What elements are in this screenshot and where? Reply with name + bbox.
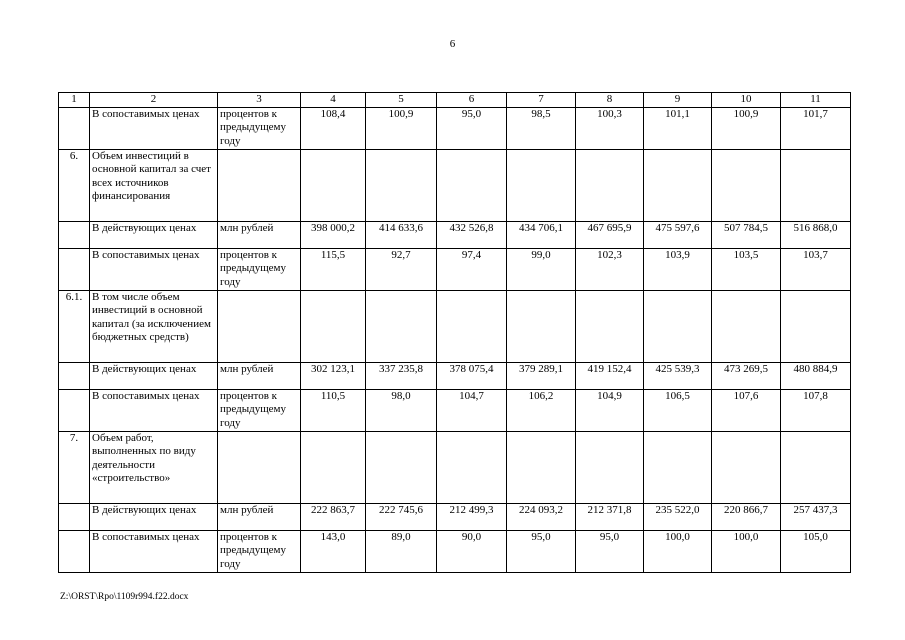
- column-header: 11: [781, 93, 851, 108]
- row-unit: процентов к предыдущему году: [218, 389, 301, 431]
- value-cell: 106,5: [644, 389, 712, 431]
- value-cell: 224 093,2: [507, 503, 576, 530]
- value-cell: 414 633,6: [366, 221, 437, 248]
- value-cell: 92,7: [366, 248, 437, 290]
- table-row: [59, 389, 851, 431]
- row-unit: млн рублей: [218, 362, 301, 389]
- value-cell: 101,1: [644, 107, 712, 149]
- value-cell: [437, 290, 507, 362]
- value-cell: 302 123,1: [301, 362, 366, 389]
- row-number: [59, 503, 90, 530]
- row-name: В сопоставимых ценах: [90, 248, 218, 290]
- value-cell: 95,0: [576, 530, 644, 572]
- value-cell: 98,5: [507, 107, 576, 149]
- value-cell: [366, 149, 437, 221]
- table-row: [59, 248, 851, 290]
- value-cell: 143,0: [301, 530, 366, 572]
- value-cell: 98,0: [366, 389, 437, 431]
- column-header: 3: [218, 93, 301, 108]
- value-cell: 379 289,1: [507, 362, 576, 389]
- value-cell: 235 522,0: [644, 503, 712, 530]
- row-unit: процентов к предыдущему году: [218, 248, 301, 290]
- value-cell: 100,3: [576, 107, 644, 149]
- row-number: 6.1.: [59, 290, 90, 362]
- row-name: В сопоставимых ценах: [90, 107, 218, 149]
- value-cell: 100,0: [712, 530, 781, 572]
- value-cell: [366, 431, 437, 503]
- table-row: [59, 503, 851, 530]
- row-number: [59, 221, 90, 248]
- value-cell: 104,7: [437, 389, 507, 431]
- value-cell: 475 597,6: [644, 221, 712, 248]
- value-cell: [437, 149, 507, 221]
- value-cell: [576, 149, 644, 221]
- row-unit: [218, 290, 301, 362]
- row-number: [59, 107, 90, 149]
- row-number: 7.: [59, 431, 90, 503]
- row-name: В сопоставимых ценах: [90, 530, 218, 572]
- column-header: 10: [712, 93, 781, 108]
- value-cell: 212 499,3: [437, 503, 507, 530]
- value-cell: 425 539,3: [644, 362, 712, 389]
- value-cell: [366, 290, 437, 362]
- row-name: В действующих ценах: [90, 362, 218, 389]
- value-cell: 105,0: [781, 530, 851, 572]
- value-cell: 378 075,4: [437, 362, 507, 389]
- value-cell: [507, 431, 576, 503]
- value-cell: 107,6: [712, 389, 781, 431]
- data-table: [58, 92, 851, 573]
- value-cell: 107,8: [781, 389, 851, 431]
- value-cell: 467 695,9: [576, 221, 644, 248]
- row-unit: млн рублей: [218, 503, 301, 530]
- column-header: 8: [576, 93, 644, 108]
- row-unit: [218, 149, 301, 221]
- table-row: [59, 290, 851, 362]
- value-cell: 419 152,4: [576, 362, 644, 389]
- value-cell: 103,9: [644, 248, 712, 290]
- value-cell: 212 371,8: [576, 503, 644, 530]
- row-number: [59, 362, 90, 389]
- row-name: В действующих ценах: [90, 503, 218, 530]
- value-cell: 97,4: [437, 248, 507, 290]
- value-cell: 507 784,5: [712, 221, 781, 248]
- value-cell: 110,5: [301, 389, 366, 431]
- value-cell: 106,2: [507, 389, 576, 431]
- value-cell: [712, 149, 781, 221]
- value-cell: 473 269,5: [712, 362, 781, 389]
- row-name: Объем инвестиций в основной капитал за счет всех источников финансирования: [90, 149, 218, 221]
- value-cell: 103,7: [781, 248, 851, 290]
- value-cell: [576, 431, 644, 503]
- value-cell: 95,0: [507, 530, 576, 572]
- value-cell: 102,3: [576, 248, 644, 290]
- value-cell: [576, 290, 644, 362]
- row-unit: процентов к предыдущему году: [218, 530, 301, 572]
- table-row: [59, 149, 851, 221]
- value-cell: 257 437,3: [781, 503, 851, 530]
- value-cell: 398 000,2: [301, 221, 366, 248]
- value-cell: 100,9: [366, 107, 437, 149]
- table-row: [59, 530, 851, 572]
- row-unit: процентов к предыдущему году: [218, 107, 301, 149]
- table-header-row: [59, 93, 851, 108]
- row-number: [59, 530, 90, 572]
- value-cell: [781, 149, 851, 221]
- value-cell: 516 868,0: [781, 221, 851, 248]
- value-cell: 95,0: [437, 107, 507, 149]
- column-header: 1: [59, 93, 90, 108]
- value-cell: 108,4: [301, 107, 366, 149]
- footer-file-path: Z:\ORST\Rpo\1109r994.f22.docx: [60, 592, 189, 602]
- value-cell: 89,0: [366, 530, 437, 572]
- value-cell: [644, 431, 712, 503]
- value-cell: 104,9: [576, 389, 644, 431]
- page-number: 6: [449, 38, 456, 50]
- column-header: 2: [90, 93, 218, 108]
- table-row: [59, 431, 851, 503]
- value-cell: [301, 290, 366, 362]
- table-row: [59, 221, 851, 248]
- value-cell: 480 884,9: [781, 362, 851, 389]
- value-cell: [781, 431, 851, 503]
- row-number: [59, 248, 90, 290]
- column-header: 9: [644, 93, 712, 108]
- row-name: В действующих ценах: [90, 221, 218, 248]
- row-unit: [218, 431, 301, 503]
- row-number: 6.: [59, 149, 90, 221]
- value-cell: [644, 290, 712, 362]
- value-cell: 222 745,6: [366, 503, 437, 530]
- value-cell: 115,5: [301, 248, 366, 290]
- table-row: [59, 107, 851, 149]
- value-cell: [712, 431, 781, 503]
- value-cell: 100,0: [644, 530, 712, 572]
- row-name: В сопоставимых ценах: [90, 389, 218, 431]
- value-cell: [781, 290, 851, 362]
- value-cell: 90,0: [437, 530, 507, 572]
- column-header: 5: [366, 93, 437, 108]
- value-cell: 100,9: [712, 107, 781, 149]
- value-cell: 434 706,1: [507, 221, 576, 248]
- value-cell: 103,5: [712, 248, 781, 290]
- value-cell: [437, 431, 507, 503]
- value-cell: [507, 149, 576, 221]
- row-unit: млн рублей: [218, 221, 301, 248]
- value-cell: 101,7: [781, 107, 851, 149]
- value-cell: 222 863,7: [301, 503, 366, 530]
- column-header: 4: [301, 93, 366, 108]
- value-cell: 337 235,8: [366, 362, 437, 389]
- row-number: [59, 389, 90, 431]
- value-cell: 432 526,8: [437, 221, 507, 248]
- value-cell: [712, 290, 781, 362]
- value-cell: 220 866,7: [712, 503, 781, 530]
- value-cell: [644, 149, 712, 221]
- row-name: Объем работ, выполненных по виду деятельности «строительство»: [90, 431, 218, 503]
- value-cell: 99,0: [507, 248, 576, 290]
- row-name: В том числе объем инвестиций в основной капитал (за исключением бюджетных средств): [90, 290, 218, 362]
- value-cell: [301, 431, 366, 503]
- table-row: [59, 362, 851, 389]
- value-cell: [301, 149, 366, 221]
- value-cell: [507, 290, 576, 362]
- column-header: 6: [437, 93, 507, 108]
- column-header: 7: [507, 93, 576, 108]
